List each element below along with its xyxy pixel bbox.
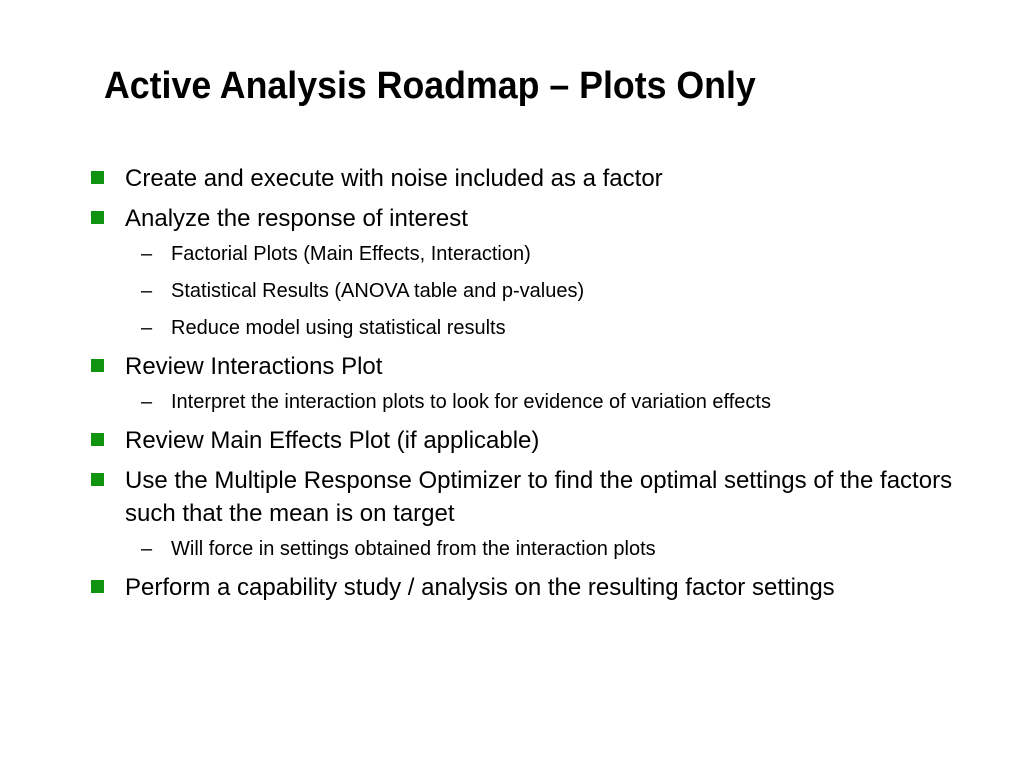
sub-bullet-text: Statistical Results (ANOVA table and p-values) xyxy=(171,280,585,302)
sub-bullet-text: Reduce model using statistical results xyxy=(171,317,506,339)
square-bullet-icon xyxy=(91,473,104,486)
square-bullet-icon xyxy=(91,211,104,224)
sub-bullet-item xyxy=(134,276,958,306)
bullet-text: Review Main Effects Plot (if applicable) xyxy=(125,427,540,454)
square-bullet-icon xyxy=(91,433,104,446)
sub-bullet-list xyxy=(125,239,958,343)
dash-bullet-icon: – xyxy=(141,391,153,413)
bullet-item xyxy=(88,202,958,343)
bullet-text: Analyze the response of interest xyxy=(125,205,468,232)
bullet-text: Create and execute with noise included as a factor xyxy=(125,165,663,192)
sub-bullet-list xyxy=(125,534,958,564)
dash-bullet-icon: – xyxy=(141,538,153,560)
bullet-item xyxy=(88,464,958,564)
sub-bullet-item xyxy=(134,313,958,343)
bullet-list xyxy=(88,162,958,611)
dash-bullet-icon: – xyxy=(141,317,153,339)
dash-bullet-icon: – xyxy=(141,243,153,265)
bullet-text: Review Interactions Plot xyxy=(125,353,383,380)
slide-title: Active Analysis Roadmap – Plots Only xyxy=(104,65,756,107)
sub-bullet-text: Factorial Plots (Main Effects, Interaction) xyxy=(171,243,531,265)
bullet-text: Use the Multiple Response Optimizer to find the optimal settings of the factors such that the mean is on target xyxy=(125,467,953,527)
square-bullet-icon xyxy=(91,171,104,184)
bullet-item xyxy=(88,424,958,457)
bullet-item xyxy=(88,162,958,195)
bullet-item xyxy=(88,571,958,604)
sub-bullet-item xyxy=(134,387,958,417)
sub-bullet-item xyxy=(134,239,958,269)
sub-bullet-item xyxy=(134,534,958,564)
square-bullet-icon xyxy=(91,580,104,593)
sub-bullet-text: Will force in settings obtained from the interaction plots xyxy=(171,538,656,560)
dash-bullet-icon: – xyxy=(141,280,153,302)
sub-bullet-list xyxy=(125,387,958,417)
bullet-item xyxy=(88,350,958,417)
bullet-text: Perform a capability study / analysis on the resulting factor settings xyxy=(125,574,835,601)
square-bullet-icon xyxy=(91,359,104,372)
sub-bullet-text: Interpret the interaction plots to look for evidence of variation effects xyxy=(171,391,771,413)
